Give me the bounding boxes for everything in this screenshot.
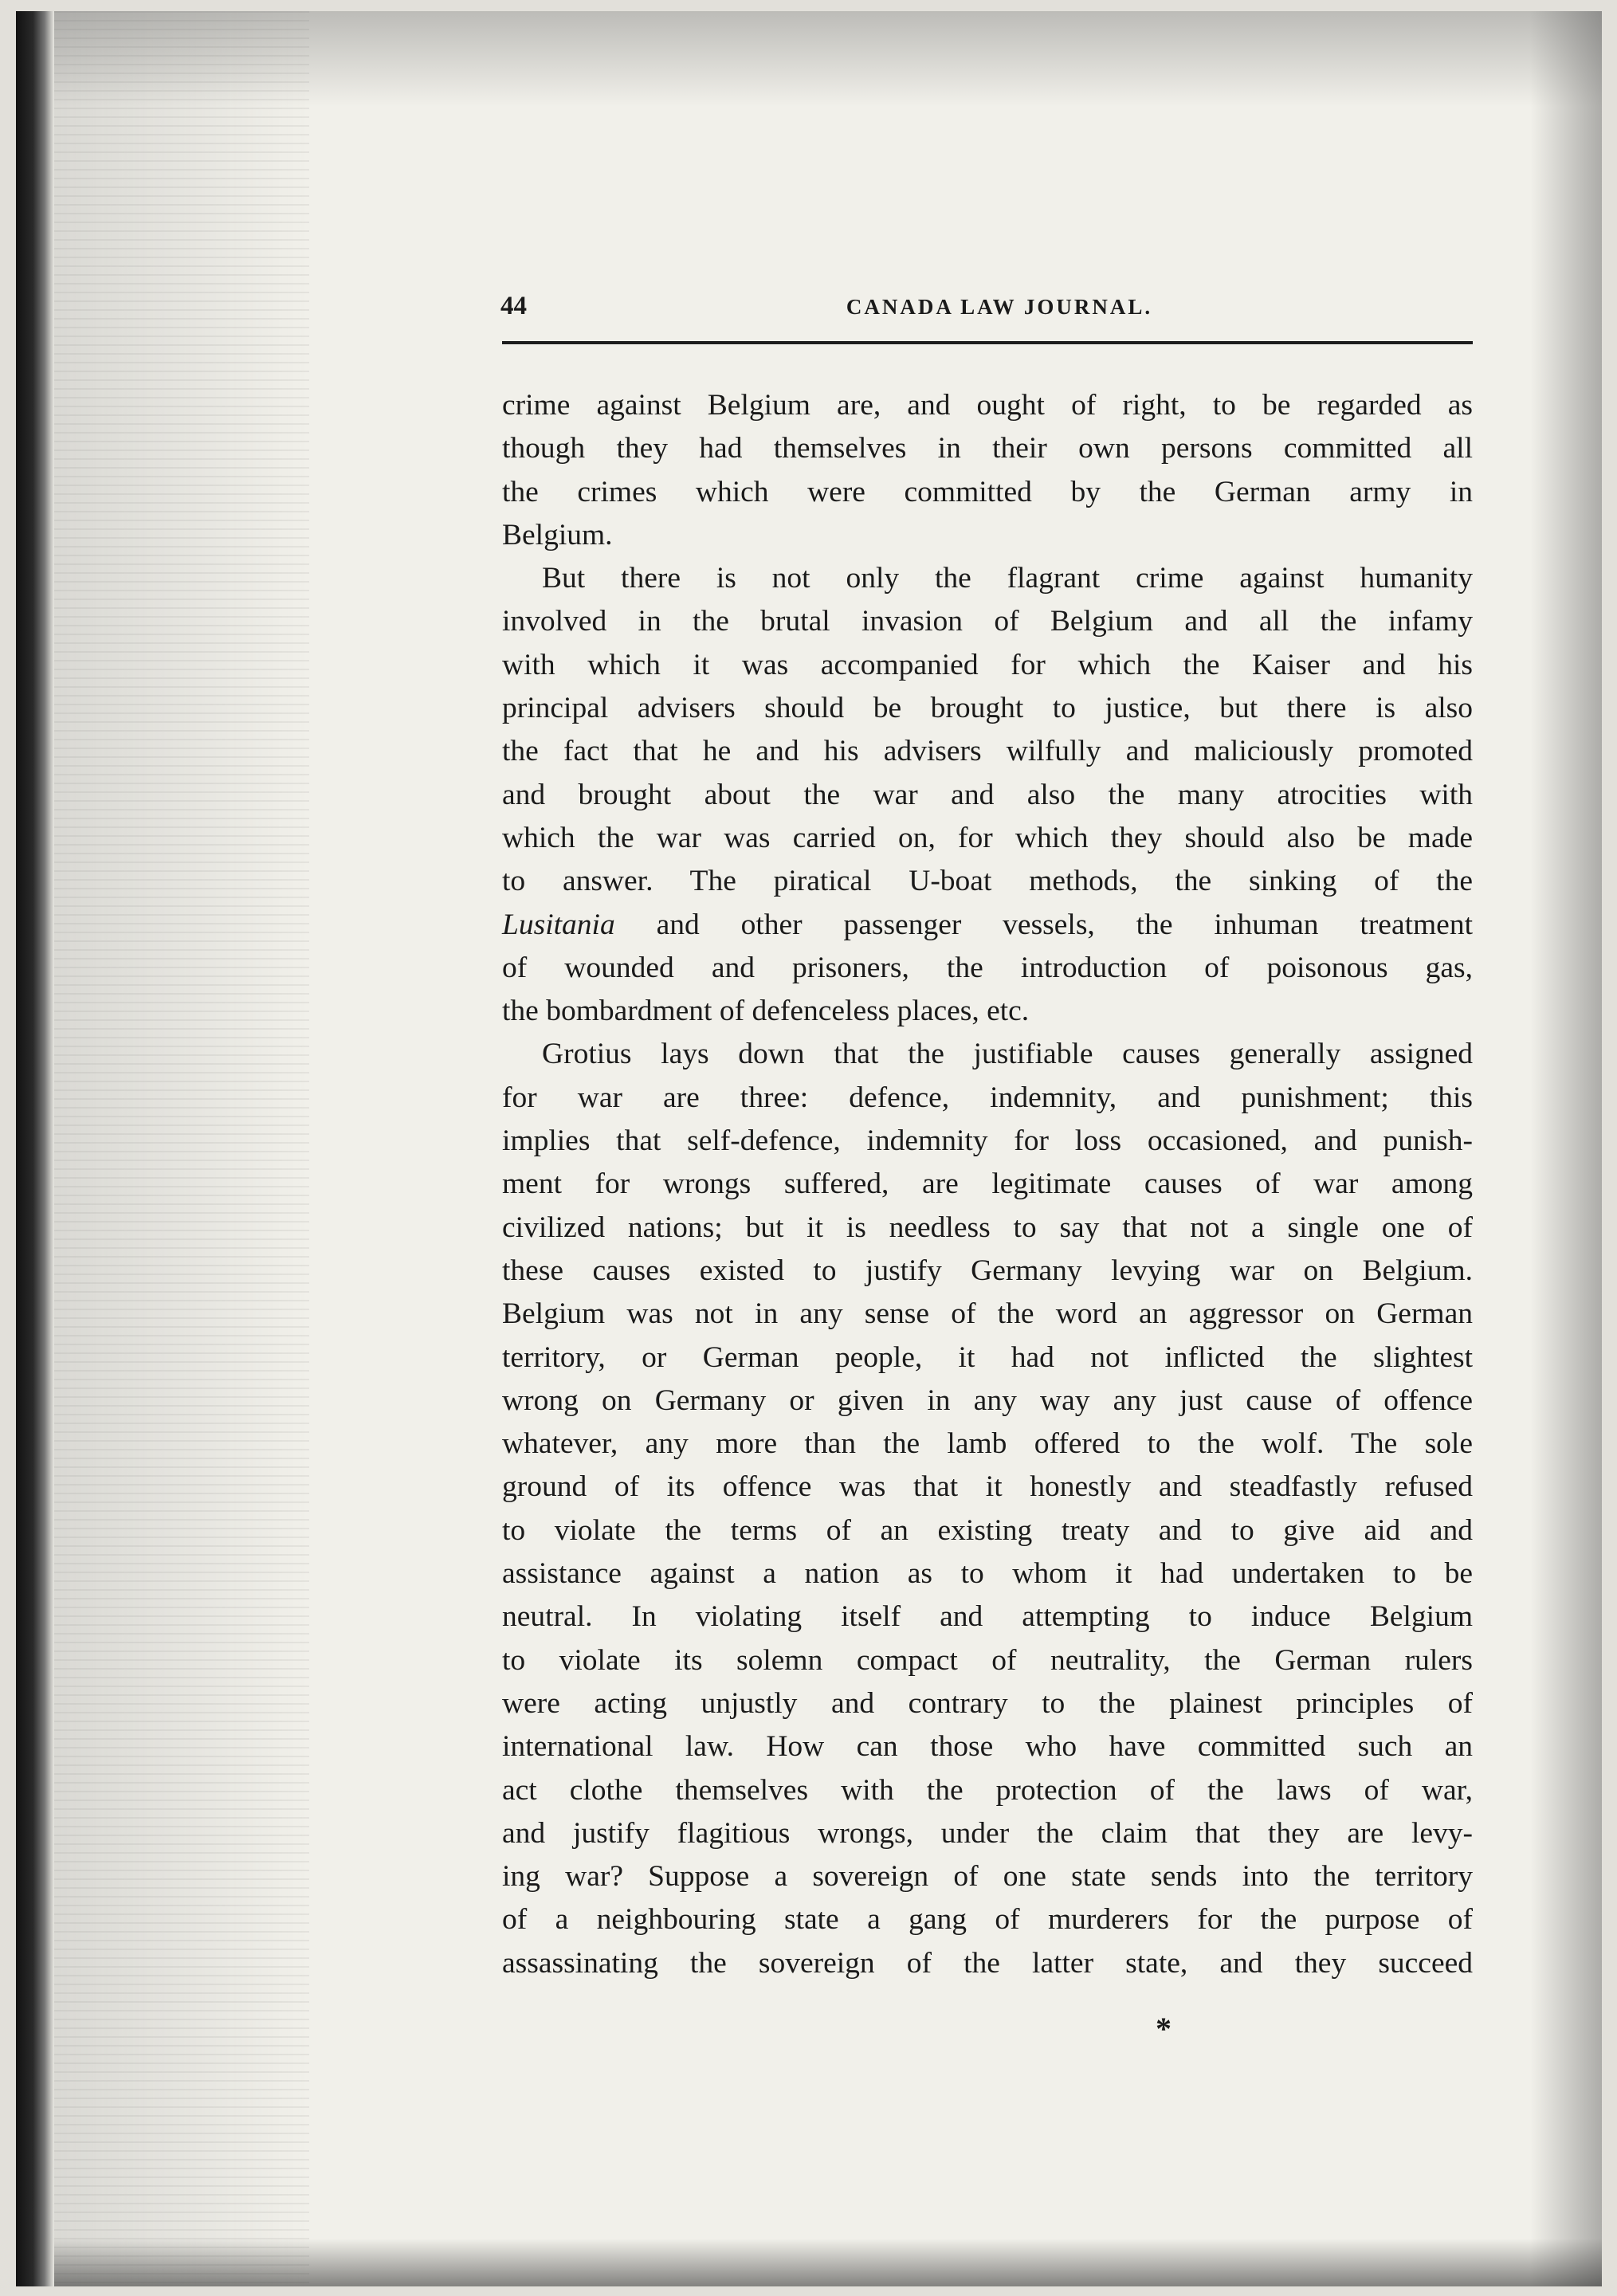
text-line: implies that self-defence, indemnity for loss occasioned, and punish-	[502, 1124, 1473, 1158]
text-line: and justify flagitious wrongs, under the claim that they are levy-	[502, 1816, 1473, 1850]
text-line: with which it was accompanied for which the Kaiser and his	[502, 648, 1473, 681]
binding-shadow	[16, 11, 54, 2286]
text-line: to answer. The piratical U-boat methods, the sinking of the	[502, 865, 1473, 898]
gutter-scan-noise	[54, 11, 309, 2286]
text-line: act clothe themselves with the protection of the laws of war,	[502, 1773, 1473, 1807]
text-line: crime against Belgium are, and ought of right, to be regarded as	[502, 389, 1473, 422]
text-line: assassinating the sovereign of the latter state, and they succeed	[502, 1946, 1473, 1980]
page-number: 44	[500, 292, 527, 320]
text-line: the fact that he and his advisers wilfully and maliciously promoted	[502, 735, 1473, 768]
text-line: of a neighbouring state a gang of murderers for the purpose of	[502, 1903, 1473, 1937]
text-line: to violate its solemn compact of neutrality, the German rulers	[502, 1643, 1473, 1677]
text-line: were acting unjustly and contrary to the plainest principles of	[502, 1686, 1473, 1720]
text-line: the bombardment of defenceless places, etc.	[502, 995, 1030, 1028]
text-line: which the war was carried on, for which they should also be made	[502, 821, 1473, 854]
text-line: international law. How can those who have committed such an	[502, 1730, 1473, 1764]
right-scan-noise	[1530, 11, 1602, 2286]
text-line: and brought about the war and also the many atrocities with	[502, 778, 1473, 811]
header-rule	[502, 341, 1473, 344]
text-line: assistance against a nation as to whom it had undertaken to be	[502, 1557, 1473, 1591]
text-line: wrong on Germany or given in any way any just cause of offence	[502, 1383, 1473, 1417]
text-line: involved in the brutal invasion of Belgium and all the infamy	[502, 605, 1473, 638]
text-line: territory, or German people, it had not inflicted the slightest	[502, 1340, 1473, 1374]
text-line: Lusitania and other passenger vessels, the inhuman treatment	[502, 908, 1473, 941]
text-line: ground of its offence was that it honestly and steadfastly refused	[502, 1470, 1473, 1504]
journal-title: CANADA LAW JOURNAL.	[846, 295, 1153, 319]
paragraph-start-line: But there is not only the flagrant crime against humanity	[542, 562, 1473, 595]
text-line: of wounded and prisoners, the introduction of poisonous gas,	[502, 951, 1473, 984]
paragraph-start-line: Grotius lays down that the justifiable causes generally assigned	[542, 1038, 1473, 1071]
text-line: ment for wrongs suffered, are legitimate causes of war among	[502, 1168, 1473, 1201]
text-line: for war are three: defence, indemnity, and punishment; this	[502, 1081, 1473, 1114]
article-body	[502, 384, 1473, 1985]
text-line: though they had themselves in their own persons committed all	[502, 432, 1473, 465]
text-line: to violate the terms of an existing treaty and to give aid and	[502, 1513, 1473, 1547]
text-line: whatever, any more than the lamb offered to the wolf. The sole	[502, 1427, 1473, 1461]
text-line: these causes existed to justify Germany levying war on Belgium.	[502, 1254, 1473, 1287]
bottom-scan-edge	[54, 2239, 1602, 2286]
text-line: Belgium was not in any sense of the word an aggressor on German	[502, 1297, 1473, 1331]
text-line: neutral. In violating itself and attempting to induce Belgium	[502, 1600, 1473, 1634]
text-line: the crimes which were committed by the German army in	[502, 475, 1473, 508]
text-line: principal advisers should be brought to justice, but there is also	[502, 692, 1473, 725]
top-scan-noise	[54, 11, 1602, 107]
text-line: Belgium.	[502, 518, 613, 551]
footer-mark: *	[1156, 2011, 1172, 2047]
running-head	[500, 288, 1474, 328]
text-line: civilized nations; but it is needless to say that not a single one of	[502, 1211, 1473, 1244]
text-line: ing war? Suppose a sovereign of one state sends into the territory	[502, 1860, 1473, 1894]
